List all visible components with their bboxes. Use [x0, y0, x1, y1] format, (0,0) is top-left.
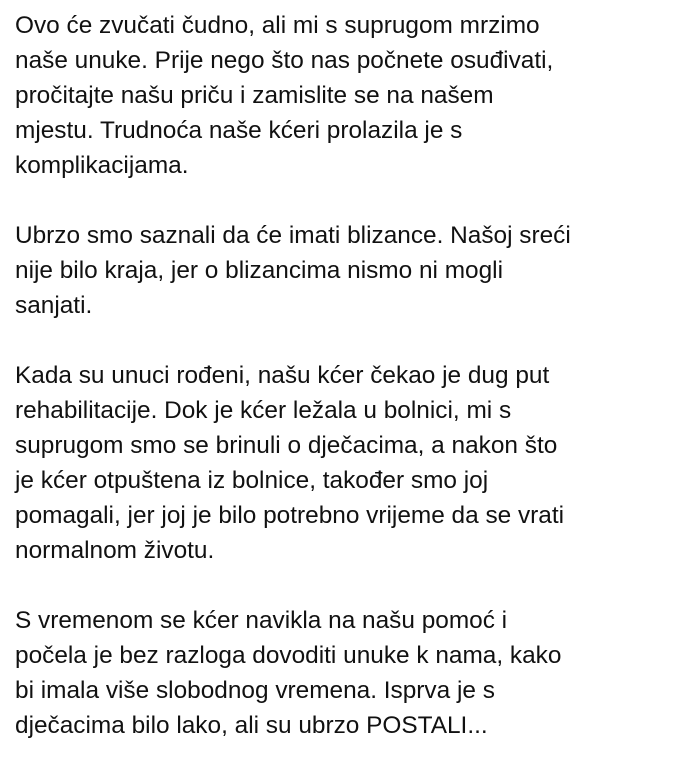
text-line: Kada su unuci rođeni, našu kćer čekao je dug put	[15, 362, 550, 389]
text-line: pročitajte našu priču i zamislite se na našem	[15, 82, 494, 109]
text-line: S vremenom se kćer navikla na našu pomoć i	[15, 607, 508, 634]
text-line: počela je bez razloga dovoditi unuke k nama, kako	[15, 642, 562, 669]
paragraph-1	[15, 8, 687, 183]
text-line: dječacima bilo lako, ali su ubrzo POSTALI...	[15, 712, 488, 739]
text-line: Ovo će zvučati čudno, ali mi s suprugom mrzimo	[15, 12, 540, 39]
text-line: rehabilitacije. Dok je kćer ležala u bolnici, mi s	[15, 397, 512, 424]
text-line: suprugom smo se brinuli o dječacima, a nakon što	[15, 432, 558, 459]
text-line: Ubrzo smo saznali da će imati blizance. Našoj sreći	[15, 222, 571, 249]
paragraph-3	[15, 358, 687, 568]
text-line: mjestu. Trudnoća naše kćeri prolazila je s	[15, 117, 463, 144]
paragraph-4	[15, 603, 687, 743]
text-line: naše unuke. Prije nego što nas počnete osuđivati,	[15, 47, 554, 74]
text-line: normalnom životu.	[15, 537, 215, 564]
document-body	[15, 8, 687, 778]
text-line: komplikacijama.	[15, 152, 189, 179]
text-line: bi imala više slobodnog vremena. Isprva je s	[15, 677, 495, 704]
text-line: je kćer otpuštena iz bolnice, također smo joj	[15, 467, 489, 494]
text-line: pomagali, jer joj je bilo potrebno vrijeme da se vrati	[15, 502, 565, 529]
paragraph-2	[15, 218, 687, 323]
text-line: nije bilo kraja, jer o blizancima nismo ni mogli	[15, 257, 504, 284]
text-line: sanjati.	[15, 292, 93, 319]
